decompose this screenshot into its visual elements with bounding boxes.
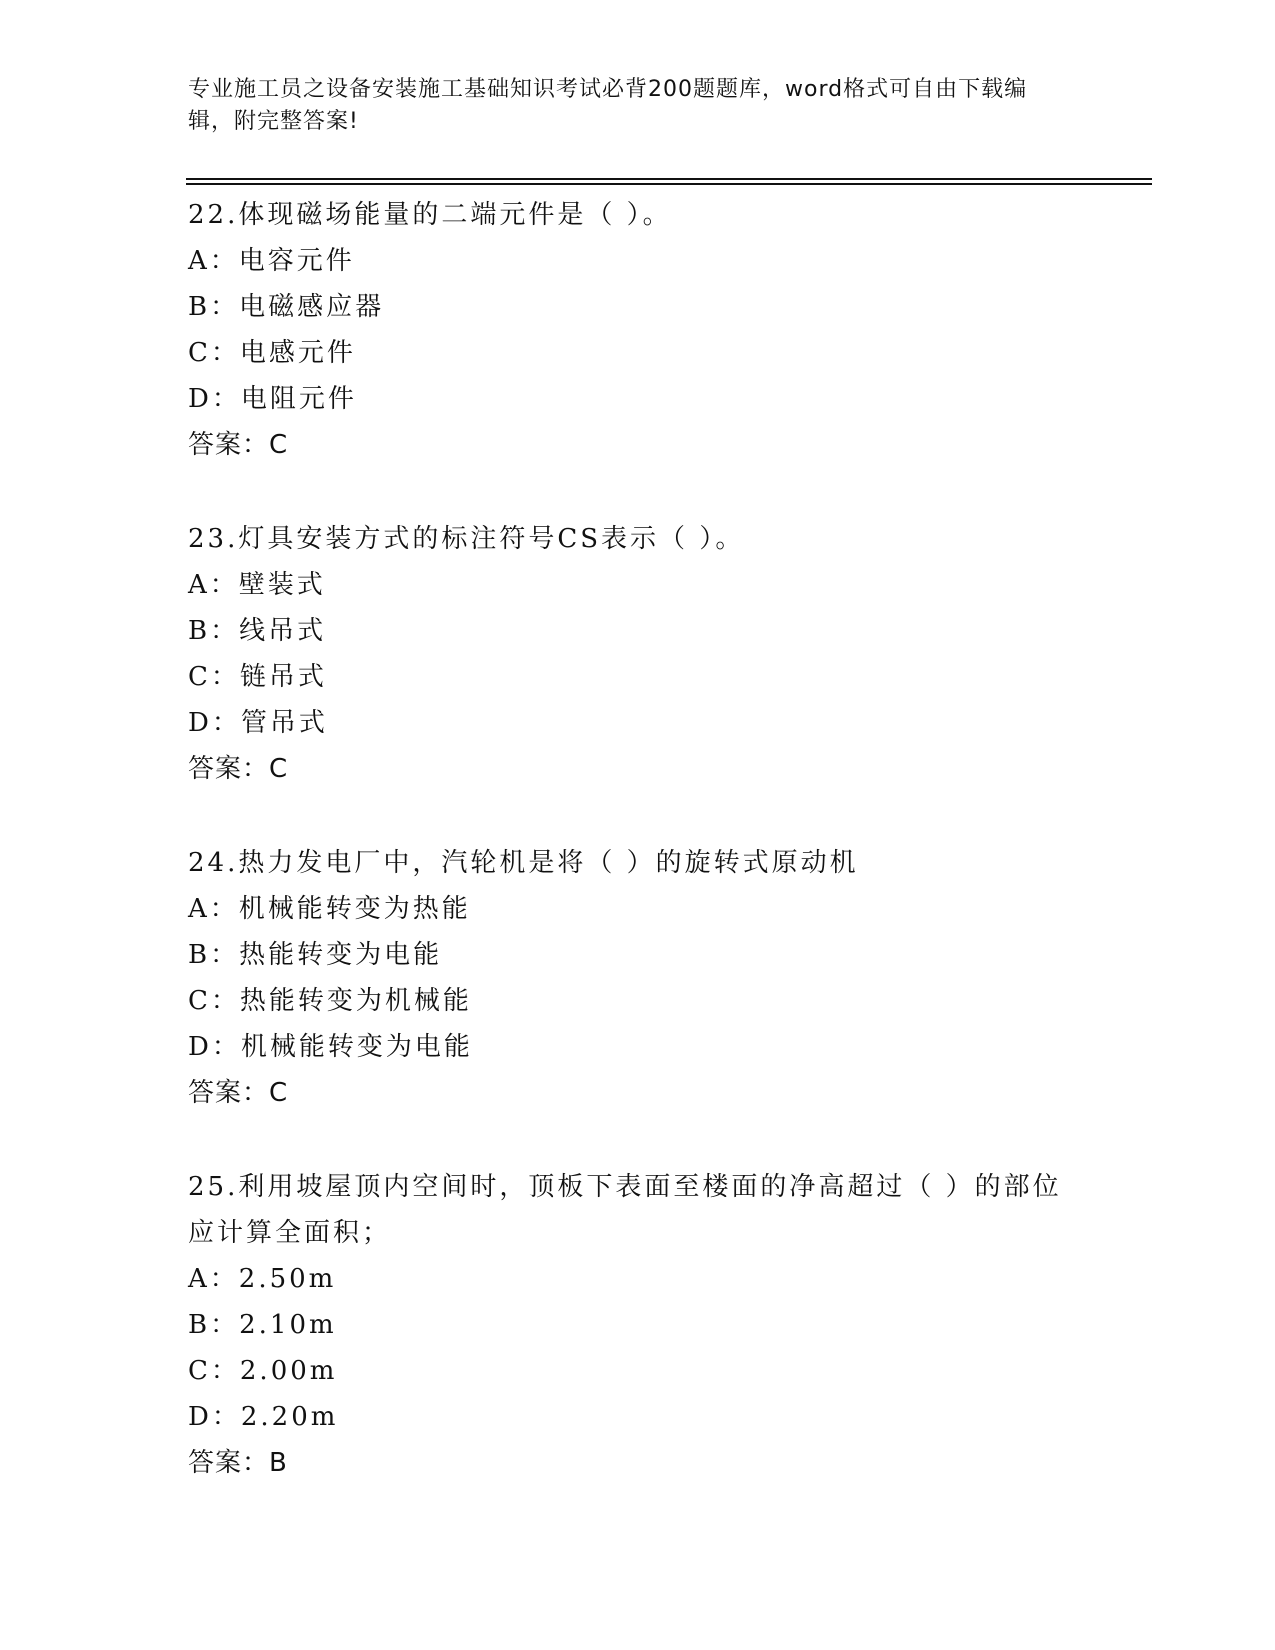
answer: 答案：C — [188, 430, 289, 460]
question-stem: 25.利用坡屋顶内空间时，顶板下表面至楼面的净高超过（ ）的部位应计算全面积； — [188, 1172, 1062, 1248]
option-d: D：2.20m — [188, 1402, 339, 1432]
option-a: A：壁装式 — [188, 570, 326, 600]
question-list — [188, 192, 1088, 1534]
answer: 答案：B — [188, 1448, 288, 1478]
question-24 — [188, 840, 1088, 1116]
answer: 答案：C — [188, 754, 289, 784]
document-header: 专业施工员之设备安装施工基础知识考试必背200题题库，word格式可自由下载编辑，附完整答案! — [188, 77, 1028, 134]
option-c: C：2.00m — [188, 1356, 338, 1386]
header-divider-top — [186, 178, 1152, 180]
option-b: B：电磁感应器 — [188, 292, 385, 322]
option-b: B：线吊式 — [188, 616, 327, 646]
option-a: A：机械能转变为热能 — [188, 894, 471, 924]
option-c: C：热能转变为机械能 — [188, 986, 472, 1016]
option-a: A：2.50m — [188, 1264, 337, 1294]
option-b: B：热能转变为电能 — [188, 940, 443, 970]
option-b: B：2.10m — [188, 1310, 337, 1340]
question-stem: 22.体现磁场能量的二端元件是（ ）。 — [188, 200, 672, 230]
option-c: C：链吊式 — [188, 662, 327, 692]
question-22 — [188, 192, 1088, 468]
header-divider-bottom — [186, 183, 1152, 185]
option-d: D：管吊式 — [188, 708, 328, 738]
option-d: D：电阻元件 — [188, 384, 357, 414]
question-stem: 23.灯具安装方式的标注符号CS表示（ ）。 — [188, 524, 745, 554]
question-stem: 24.热力发电厂中，汽轮机是将（ ）的旋转式原动机 — [188, 848, 859, 878]
answer: 答案：C — [188, 1078, 289, 1108]
option-d: D：机械能转变为电能 — [188, 1032, 473, 1062]
option-c: C：电感元件 — [188, 338, 356, 368]
option-a: A：电容元件 — [188, 246, 355, 276]
question-25 — [188, 1164, 1088, 1486]
question-23 — [188, 516, 1088, 792]
